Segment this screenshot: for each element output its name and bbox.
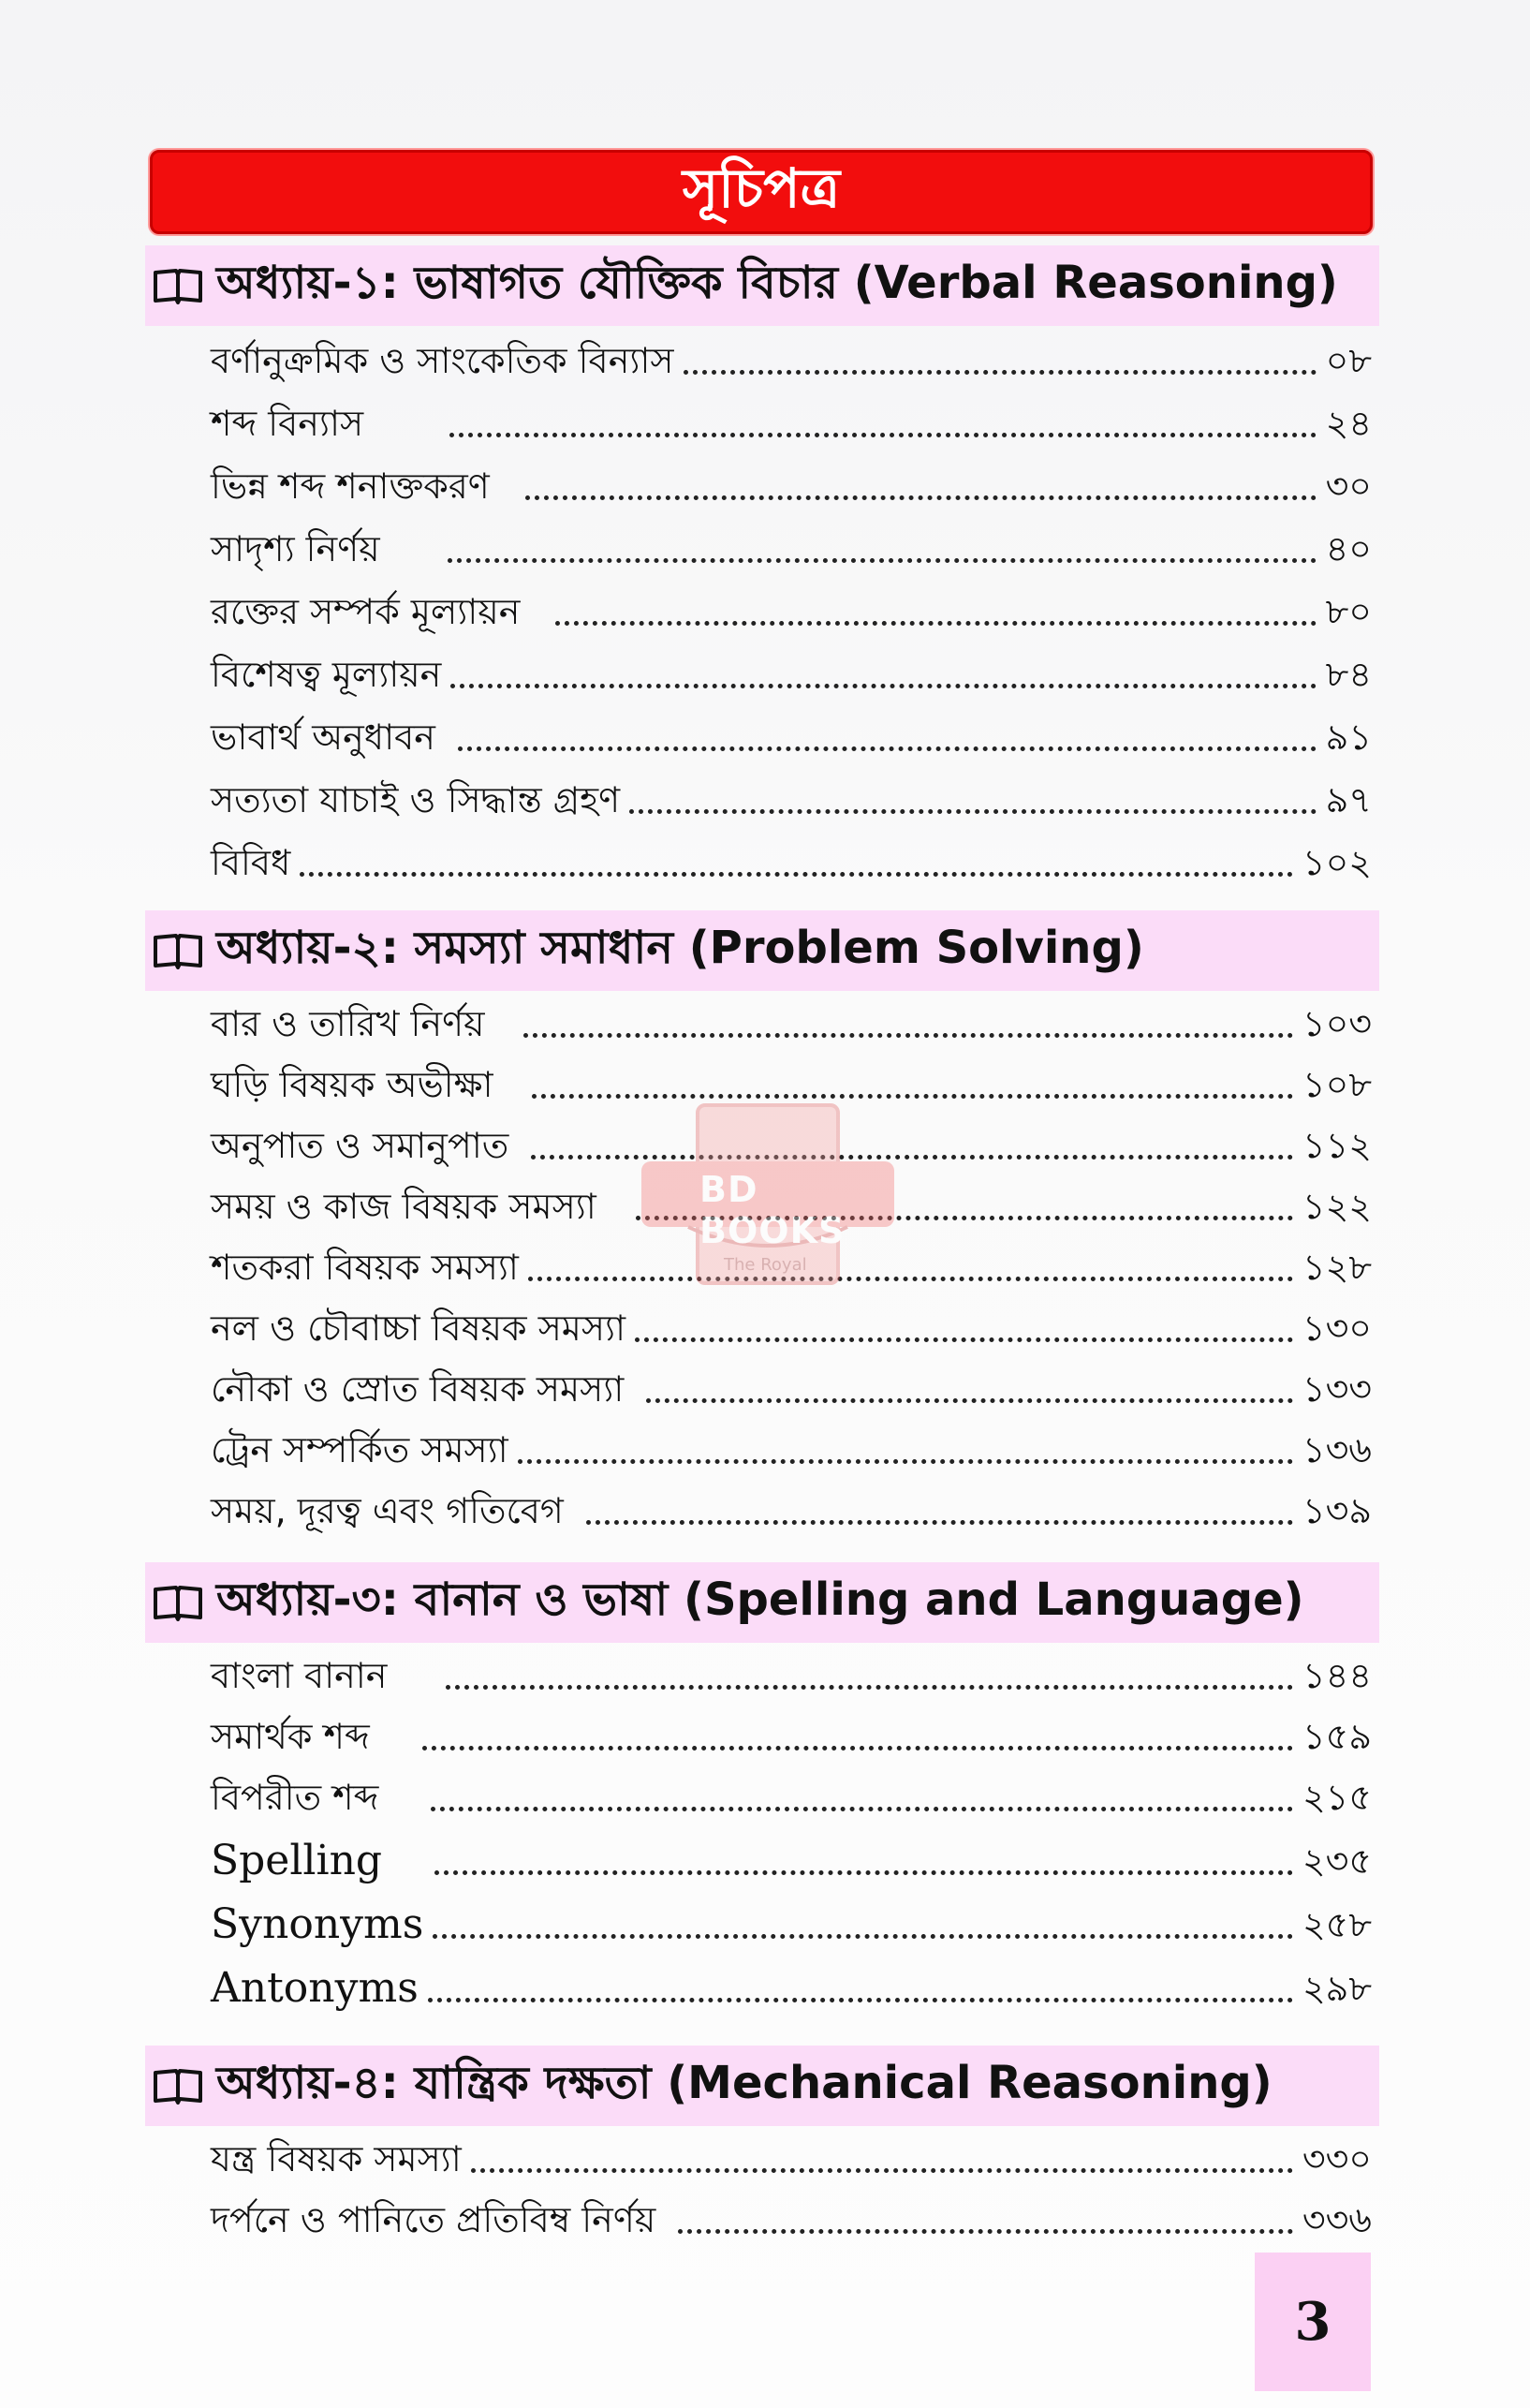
entry-label: নৌকা ও স্রোত বিষয়ক সমস্যা [211,1368,625,1410]
dot-leader [431,1807,1293,1811]
entry-label: সমার্থক শব্দ [211,1716,370,1757]
entry-page-number: ২৫৮ [1302,1904,1372,1945]
entry-page-number: ৮৪ [1325,654,1372,695]
dot-leader [471,2168,1293,2173]
entry-label: বিপরীত শব্দ [211,1777,379,1818]
entry-page-number: ১১২ [1302,1125,1372,1166]
book-icon [153,267,203,304]
book-icon [153,932,203,969]
entry-page-number: ৮০ [1325,591,1372,632]
toc-entry[interactable] [211,1234,1372,1291]
toc-title [150,150,1373,234]
toc-entry[interactable] [211,1704,1372,1760]
toc-entry[interactable] [211,1417,1372,1473]
dot-leader [635,1337,1293,1342]
toc-entry[interactable] [211,1828,1372,1884]
entry-label: শতকরা বিষয়ক সমস্যা [211,1247,519,1288]
entry-label: দর্পনে ও পানিতে প্রতিবিম্ব নির্ণয় [211,2199,656,2240]
watermark-subtext: The Royal [724,1255,807,1275]
entry-label: সময়, দূরত্ব এবং গতিবেগ [211,1490,564,1531]
toc-entry[interactable] [211,1295,1372,1352]
dot-leader [531,1155,1293,1160]
dot-leader [528,1277,1293,1281]
toc-entry[interactable] [211,1956,1372,2012]
entry-label: বিশেষত্ব মূল্যায়ন [211,654,442,695]
dot-leader [458,746,1317,751]
dot-leader [629,809,1317,814]
dot-leader [684,370,1317,375]
toc-entry[interactable] [211,328,1372,384]
toc-entry[interactable] [211,1113,1372,1169]
entry-page-number: ১৩৬ [1302,1429,1372,1470]
entry-page-number: ১৩৯ [1302,1490,1372,1531]
entry-label: নল ও চৌবাচ্চা বিষয়ক সমস্যা [211,1307,626,1349]
entry-label: Spelling [211,1837,383,1884]
toc-entry[interactable] [211,1052,1372,1108]
entry-page-number: ১০৮ [1302,1064,1372,1105]
toc-entry[interactable] [211,1765,1372,1821]
entry-label: ঘড়ি বিষয়ক অভীক্ষা [211,1064,493,1105]
entry-page-number: ২১৫ [1302,1777,1372,1818]
chapter-3-title: অধ্যায়-৩: বানান ও ভাষা (Spelling and Language) [216,1573,1304,1626]
entry-page-number: ৩৩০ [1302,2138,1372,2179]
chapter-4-header [145,2046,1379,2126]
dot-leader [532,1094,1292,1099]
entry-label: সত্যতা যাচাই ও সিদ্ধান্ত গ্রহণ [211,779,621,820]
dot-leader [428,1998,1293,2002]
page-number: 3 [1294,2291,1331,2353]
toc-entry[interactable] [211,1478,1372,1534]
dot-leader [523,1033,1292,1038]
entry-page-number: ০৮ [1325,340,1372,381]
toc-entry[interactable] [211,453,1372,510]
entry-label: রক্তের সম্পর্ক মূল্যায়ন [211,591,521,632]
toc-entry[interactable] [211,1892,1372,1948]
toc-entry[interactable] [211,2187,1372,2243]
dot-leader [449,433,1317,437]
entry-label: বার ও তারিখ নির্ণয় [211,1003,485,1044]
entry-label: বাংলা বানান [211,1655,388,1696]
entry-label: ট্রেন সম্পর্কিত সমস্যা [211,1429,508,1470]
entry-page-number: ৩৩৬ [1302,2199,1372,2240]
dot-leader [525,495,1317,500]
chapter-2-title: অধ্যায়-২: সমস্যা সমাধান (Problem Solving) [216,921,1144,974]
entry-page-number: ১০২ [1302,842,1372,883]
entry-page-number: ৯১ [1325,716,1372,758]
entry-page-number: ১০৩ [1302,1003,1372,1044]
chapter-1-header [145,245,1379,326]
dot-leader [586,1520,1293,1525]
dot-leader [422,1746,1293,1751]
entry-page-number: ১৪৪ [1302,1655,1372,1696]
toc-entry[interactable] [211,579,1372,635]
entry-label: Antonyms [211,1964,419,2012]
dot-leader [433,1934,1293,1939]
entry-page-number: ১৫৯ [1302,1716,1372,1757]
chapter-4-title: অধ্যায়-৪: যান্ত্রিক দক্ষতা (Mechanical Reasoning) [216,2056,1273,2109]
entry-page-number: ২৩৫ [1302,1840,1372,1882]
dot-leader [448,558,1317,563]
entry-label: সাদৃশ্য নির্ণয় [211,528,380,569]
entry-page-number: ১২৮ [1302,1247,1372,1288]
toc-entry[interactable] [211,830,1372,886]
toc-entry[interactable] [211,1356,1372,1412]
toc-entry[interactable] [211,516,1372,572]
chapter-2-header [145,910,1379,991]
dot-leader [300,872,1293,877]
dot-leader [434,1870,1293,1875]
entry-label: অনুপাত ও সমানুপাত [211,1125,509,1166]
entry-label: ভাবার্থ অনুধাবন [211,716,435,758]
toc-entry[interactable] [211,704,1372,761]
entry-label: Synonyms [211,1900,424,1948]
toc-entry[interactable] [211,1643,1372,1699]
entry-label: বর্ণানুক্রমিক ও সাংকেতিক বিন্যাস [211,340,674,381]
dot-leader [446,1685,1294,1690]
toc-entry[interactable] [211,391,1372,447]
dot-leader [518,1459,1293,1464]
entry-page-number: ১৩৩ [1302,1368,1372,1410]
entry-label: ভিন্ন শব্দ শনাক্তকরণ [211,465,490,507]
entry-label: শব্দ বিন্যাস [211,403,364,444]
dot-leader [678,2229,1293,2234]
watermark-text: BD BOOKS [699,1169,846,1251]
toc-entry[interactable] [211,991,1372,1047]
entry-page-number: ৯৭ [1325,779,1372,820]
toc-entry[interactable] [211,642,1372,698]
entry-label: সময় ও কাজ বিষয়ক সমস্যা [211,1186,596,1227]
dot-leader [636,1216,1293,1220]
dot-leader [646,1398,1293,1403]
entry-page-number: ২৪ [1325,403,1372,444]
entry-page-number: ৪০ [1325,528,1372,569]
entry-page-number: ৩০ [1325,465,1372,507]
toc-title-text: সূচিপত্র [682,155,841,220]
toc-entry[interactable] [211,2126,1372,2182]
dot-leader [450,684,1316,688]
dot-leader [555,621,1316,626]
page-number-badge [1255,2253,1371,2391]
entry-label: যন্ত্র বিষয়ক সমস্যা [211,2138,462,2179]
toc-entry[interactable] [211,767,1372,823]
entry-label: বিবিধ [211,842,291,883]
chapter-1-title: অধ্যায়-১: ভাষাগত যৌক্তিক বিচার (Verbal Reasoning) [216,256,1338,309]
entry-page-number: ২৯৮ [1302,1968,1372,2009]
book-icon [153,2067,203,2105]
entry-page-number: ১৩০ [1302,1307,1372,1349]
book-icon [153,1584,203,1621]
entry-page-number: ১২২ [1302,1186,1372,1227]
toc-entry[interactable] [211,1174,1372,1230]
chapter-3-header [145,1562,1379,1643]
